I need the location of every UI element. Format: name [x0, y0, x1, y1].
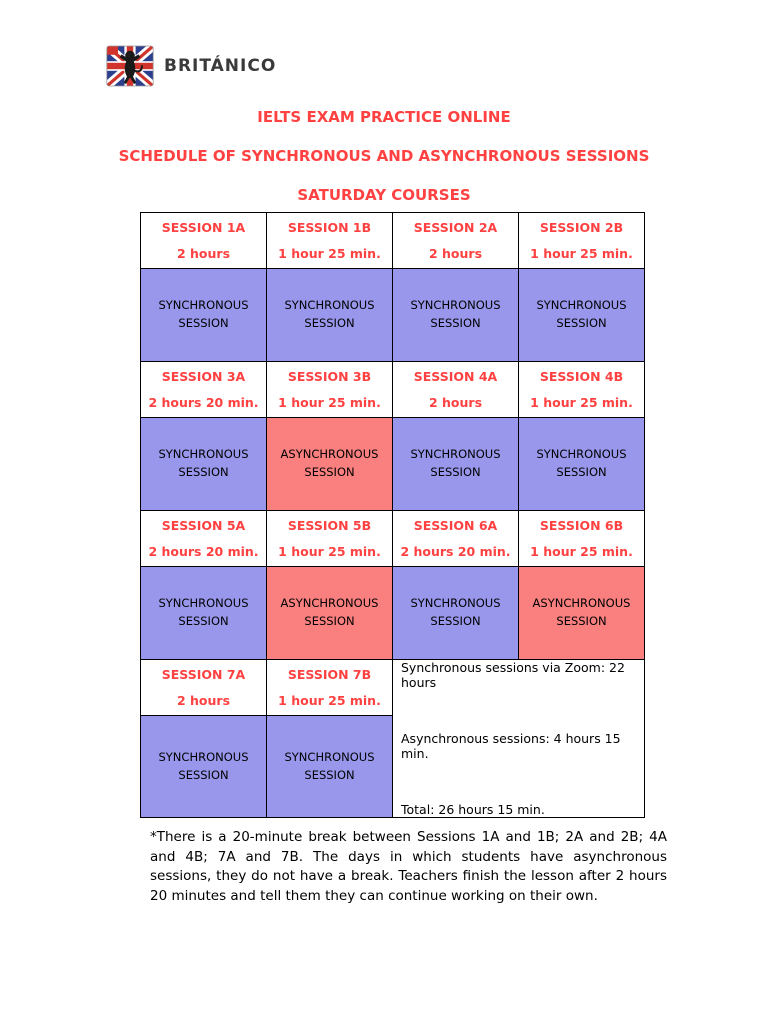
- session-duration: 1 hour 25 min.: [278, 692, 381, 708]
- page-title: IELTS EXAM PRACTICE ONLINE: [257, 108, 511, 126]
- session-cell-3b: ASYNCHRONOUS SESSION: [267, 418, 393, 511]
- session-cell-6a: SYNCHRONOUS SESSION: [393, 567, 519, 660]
- session-header-row: [141, 511, 645, 567]
- session-name: SESSION 2A: [413, 219, 498, 235]
- session-name: SESSION 7B: [287, 666, 372, 682]
- session-duration: 1 hour 25 min.: [278, 394, 381, 410]
- page-subtitle: SCHEDULE OF SYNCHRONOUS AND ASYNCHRONOUS SESSIONS: [118, 147, 650, 165]
- hours-summary: [401, 660, 640, 817]
- session-header-5a: [141, 511, 267, 567]
- session-duration: 1 hour 25 min.: [530, 394, 633, 410]
- footnote-text: *There is a 20-minute break between Sessions 1A and 1B; 2A and 2B; 4A and 4B; 7A and 7B. The days in which students have asynchronous sessions, they do not have a break. Teachers finish the lesson after 2 hours 20 minutes and tell them they can continue working on their own.: [150, 829, 667, 904]
- session-cell-4a: SYNCHRONOUS SESSION: [393, 418, 519, 511]
- session-header-1a: [141, 213, 267, 269]
- session-name: SESSION 1B: [287, 219, 372, 235]
- session-duration: 1 hour 25 min.: [530, 543, 633, 559]
- session-name: SESSION 1A: [161, 219, 246, 235]
- session-header-4a: [393, 362, 519, 418]
- session-type-row: [141, 269, 645, 362]
- session-name: SESSION 6A: [413, 517, 498, 533]
- session-cell-1a: SYNCHRONOUS SESSION: [141, 269, 267, 362]
- session-header-4b: [519, 362, 645, 418]
- session-header-row: [141, 213, 645, 269]
- session-header-5b: [267, 511, 393, 567]
- session-cell-2b: SYNCHRONOUS SESSION: [519, 269, 645, 362]
- course-title: SATURDAY COURSES: [297, 186, 471, 204]
- session-cell-1b: SYNCHRONOUS SESSION: [267, 269, 393, 362]
- session-cell-7a: SYNCHRONOUS SESSION: [141, 716, 267, 818]
- schedule-table: [140, 212, 645, 818]
- session-duration: 2 hours: [176, 245, 231, 261]
- session-name: SESSION 5B: [287, 517, 372, 533]
- union-jack-crest-icon: [106, 44, 154, 88]
- session-cell-6b: ASYNCHRONOUS SESSION: [519, 567, 645, 660]
- session-duration: 2 hours: [176, 692, 231, 708]
- session-name: SESSION 6B: [539, 517, 624, 533]
- session-duration: 2 hours 20 min.: [148, 543, 259, 559]
- session-name: SESSION 4A: [413, 368, 498, 384]
- britanico-logo: [106, 44, 276, 88]
- session-header-6a: [393, 511, 519, 567]
- session-header-2a: [393, 213, 519, 269]
- session-cell-5b: ASYNCHRONOUS SESSION: [267, 567, 393, 660]
- summary-asynchronous-hours: Asynchronous sessions: 4 hours 15 min.: [401, 731, 621, 761]
- session-header-3b: [267, 362, 393, 418]
- session-cell-5a: SYNCHRONOUS SESSION: [141, 567, 267, 660]
- session-duration: 1 hour 25 min.: [530, 245, 633, 261]
- session-name: SESSION 7A: [161, 666, 246, 682]
- session-header-row: [141, 362, 645, 418]
- session-cell-4b: SYNCHRONOUS SESSION: [519, 418, 645, 511]
- session-header-7a: [141, 660, 267, 716]
- session-header-3a: [141, 362, 267, 418]
- session-duration: 2 hours: [428, 245, 483, 261]
- hours-summary-cell: [393, 660, 645, 818]
- session-cell-3a: SYNCHRONOUS SESSION: [141, 418, 267, 511]
- session-cell-7b: SYNCHRONOUS SESSION: [267, 716, 393, 818]
- session-name: SESSION 5A: [161, 517, 246, 533]
- session-name: SESSION 3B: [287, 368, 372, 384]
- session-duration: 1 hour 25 min.: [278, 543, 381, 559]
- headings-block: [0, 108, 768, 225]
- session-name: SESSION 3A: [161, 368, 246, 384]
- summary-synchronous-hours: Synchronous sessions via Zoom: 22 hours: [401, 660, 625, 690]
- session-duration: 2 hours 20 min.: [148, 394, 259, 410]
- session-type-row: [141, 567, 645, 660]
- session-header-2b: [519, 213, 645, 269]
- summary-total-hours: Total: 26 hours 15 min.: [401, 802, 545, 817]
- brand-text: BRITÁNICO: [164, 56, 277, 76]
- session-header-6b: [519, 511, 645, 567]
- session-duration: 2 hours 20 min.: [400, 543, 511, 559]
- session-duration: 1 hour 25 min.: [278, 245, 381, 261]
- session-header-7b: [267, 660, 393, 716]
- session-type-row: [141, 418, 645, 511]
- session-header-row: [141, 660, 645, 716]
- session-header-1b: [267, 213, 393, 269]
- session-name: SESSION 4B: [539, 368, 624, 384]
- session-cell-2a: SYNCHRONOUS SESSION: [393, 269, 519, 362]
- session-name: SESSION 2B: [539, 219, 624, 235]
- session-duration: 2 hours: [428, 394, 483, 410]
